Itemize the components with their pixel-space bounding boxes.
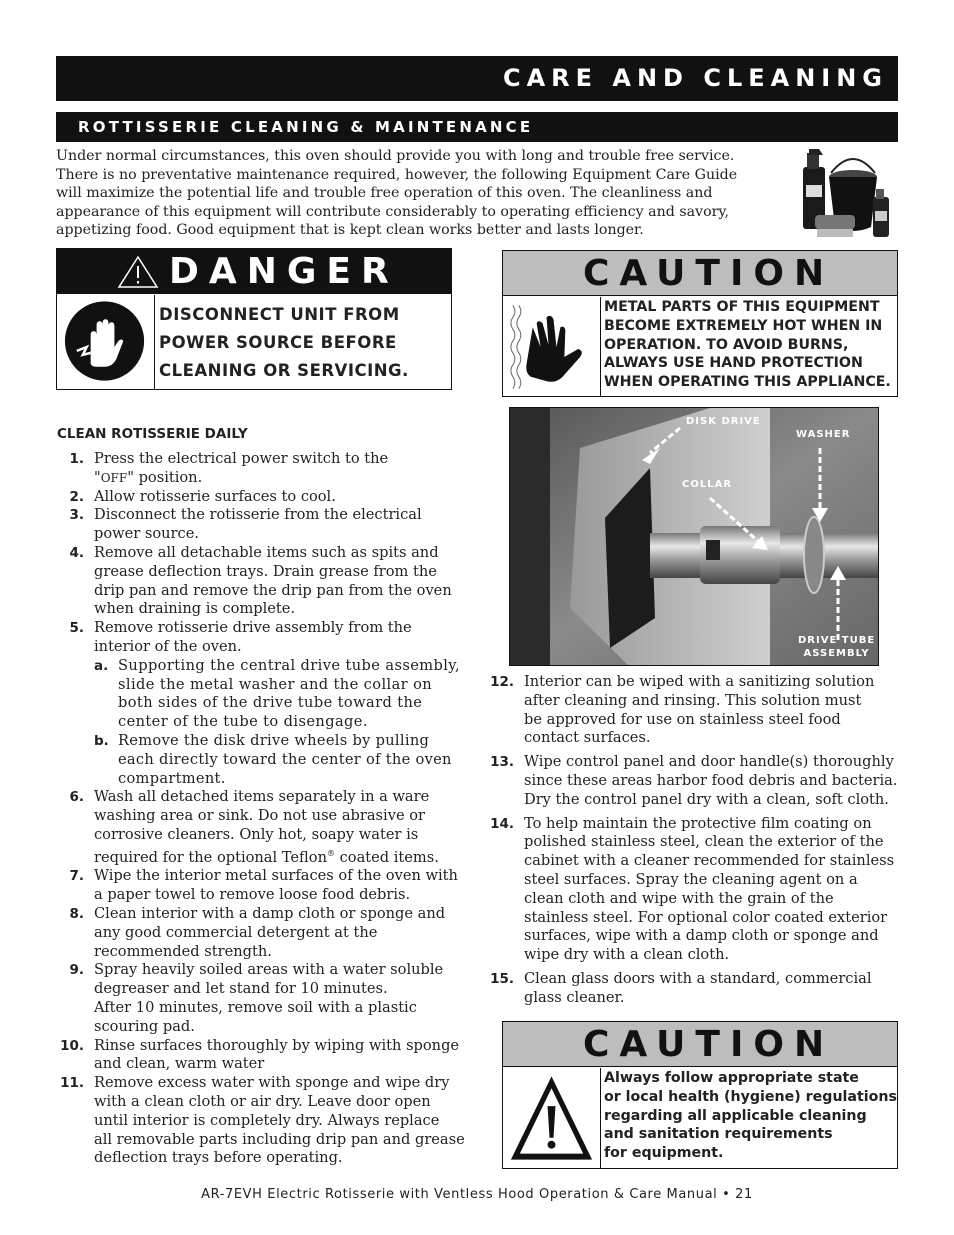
caution-regulations-message	[604, 1069, 897, 1163]
registered-mark: ®	[326, 848, 335, 858]
step-line: compartment.	[118, 769, 226, 787]
step-13	[486, 753, 898, 809]
intro-paragraph	[56, 147, 768, 240]
step-3	[56, 506, 468, 544]
step-number: 6.	[69, 789, 84, 806]
caution-line: BECOME EXTREMELY HOT WHEN IN	[604, 317, 883, 334]
step-number: 1.	[69, 451, 84, 467]
label-collar: COLLAR	[682, 479, 733, 490]
step-line: degreaser and let stand for 10 minutes.	[94, 980, 388, 998]
step-line: all removable parts including drip pan and grease	[94, 1130, 465, 1148]
caution-box-hot	[502, 250, 898, 397]
intro-line: Under normal circumstances, this oven should provide you with long and trouble free service.	[56, 148, 735, 164]
right-steps-list	[486, 673, 898, 1013]
step-line: Spray heavily soiled areas with a water soluble	[94, 961, 444, 979]
step-line: contact surfaces.	[524, 729, 651, 747]
step-line: each directly toward the center of the oven	[118, 750, 452, 768]
text-fragment: "	[94, 468, 101, 486]
drive-assembly-photo	[509, 407, 879, 666]
intro-line: appearance of this equipment will contribute considerably to operating efficiency and savory,	[56, 203, 730, 220]
danger-box	[56, 248, 452, 390]
caution-hot-message	[604, 298, 891, 392]
step-1	[56, 450, 468, 488]
label-drive-tube-line: ASSEMBLY	[803, 648, 870, 659]
caution-box-regulations	[502, 1021, 898, 1169]
step-line: Clean interior with a damp cloth or sponge and	[94, 904, 446, 922]
step-line: slide the metal washer and the collar on	[118, 675, 433, 693]
subsection-header: ROTTISSERIE CLEANING & MAINTENANCE	[56, 112, 898, 142]
section-title: CLEAN ROTISSERIE DAILY	[57, 426, 248, 442]
step-line: Rinse surfaces thoroughly by wiping with sponge	[94, 1036, 460, 1054]
step-number: a.	[94, 657, 109, 674]
step-line: Clean glass doors with a standard, commercial	[524, 969, 872, 987]
page-footer: AR-7EVH Electric Rotisserie with Ventless Hood Operation & Care Manual • 21	[201, 1187, 753, 1202]
step-line: a paper towel to remove loose food debris.	[94, 886, 411, 904]
step-8	[56, 905, 468, 961]
step-line: Remove excess water with sponge and wipe dry	[94, 1074, 450, 1092]
caution-line: OPERATION. TO AVOID BURNS,	[604, 336, 849, 353]
caution-line: for equipment.	[604, 1145, 724, 1162]
step-line: Interior can be wiped with a sanitizing solution	[524, 673, 875, 690]
step-line: scouring pad.	[94, 1017, 195, 1035]
step-12	[486, 673, 898, 748]
step-line: washing area or sink. Do not use abrasive or	[94, 807, 425, 825]
step-line: clean cloth and wipe with the grain of the	[524, 889, 834, 907]
step-4	[56, 544, 468, 619]
step-line: cabinet with a cleaner recommended for stainless	[524, 852, 895, 870]
caution-title: CAUTION	[503, 251, 897, 296]
step-2	[56, 488, 468, 507]
step-line: corrosive cleaners. Only hot, soapy water is	[94, 825, 419, 843]
step-number: 2.	[69, 488, 84, 505]
step-number: 12.	[490, 674, 514, 690]
step-line: interior of the oven.	[94, 637, 242, 655]
step-line: recommended strength.	[94, 942, 272, 960]
danger-line: POWER SOURCE BEFORE	[159, 333, 397, 352]
step-line: Supporting the central drive tube assembly,	[118, 656, 461, 674]
danger-line: CLEANING OR SERVICING.	[159, 361, 409, 380]
step-line: center of the tube to disengage.	[118, 713, 368, 731]
step-number: 7.	[69, 868, 84, 885]
step-line: Dry the control panel dry with a clean, soft cloth.	[524, 790, 889, 808]
text-fragment: coated items.	[334, 848, 439, 866]
step-number: 14.	[490, 815, 514, 832]
step-line: power source.	[94, 525, 199, 543]
step-line: wipe dry with a clean cloth.	[524, 946, 730, 964]
step-line: Disconnect the rotisserie from the electrical	[94, 506, 422, 524]
caution-line: or local health (hygiene) regulations	[604, 1088, 897, 1105]
intro-line: will maximize the potential life and trouble free operation of this oven. The cleanliness and	[56, 185, 713, 202]
step-line: Wash all detached items separately in a ware	[94, 788, 430, 806]
label-drive-tube-line: DRIVE TUBE	[798, 635, 876, 646]
step-line: polished stainless steel, clean the exterior of the	[524, 833, 884, 851]
caution-line: and sanitation requirements	[604, 1126, 833, 1143]
step-line: Wipe control panel and door handle(s) thoroughly	[524, 753, 894, 771]
step-number: b.	[94, 732, 109, 749]
step-5b	[56, 732, 468, 788]
step-number: 3.	[69, 507, 84, 524]
drive-assembly-drawing	[510, 408, 879, 666]
caution-line: Always follow appropriate state	[604, 1070, 859, 1086]
step-line: and clean, warm water	[94, 1055, 265, 1073]
caution-line: WHEN OPERATING THIS APPLIANCE.	[604, 374, 891, 391]
text-fragment: required for the optional Teflon	[94, 848, 327, 866]
label-disk-drive: DISK DRIVE	[686, 416, 761, 427]
step-line: surfaces, wipe with a damp cloth or sponge and	[524, 927, 879, 945]
cleaning-supplies-illustration	[795, 145, 898, 245]
caution-line: regarding all applicable cleaning	[604, 1107, 867, 1124]
step-number: 15.	[490, 970, 514, 987]
step-14	[486, 815, 898, 965]
danger-title: DANGER	[169, 251, 399, 292]
step-line: since these areas harbor food debris and bacteria.	[524, 771, 898, 789]
step-line: grease deflection trays. Drain grease from the	[94, 562, 437, 580]
step-11	[56, 1074, 468, 1168]
step-line	[94, 845, 468, 868]
exclamation-triangle-icon	[503, 1068, 601, 1168]
left-steps-list	[56, 450, 468, 1168]
step-line: Wipe the interior metal surfaces of the oven with	[94, 867, 458, 885]
step-line: drip pan and remove the drip pan from the oven	[94, 581, 452, 599]
step-line: be approved for use on stainless steel food	[524, 710, 841, 728]
step-line: until interior is completely dry. Always replace	[94, 1111, 440, 1129]
step-number: 4.	[69, 544, 84, 561]
warning-triangle-icon	[117, 255, 159, 289]
step-line: after cleaning and rinsing. This solution must	[524, 691, 862, 709]
intro-line: There is no preventative maintenance required, however, the following Equipment Care Guide	[56, 166, 738, 183]
label-washer: WASHER	[796, 429, 851, 440]
step-line: steel surfaces. Spray the cleaning agent on a	[524, 870, 858, 888]
step-5	[56, 619, 468, 657]
label-drive-tube-assembly	[798, 634, 875, 660]
step-line: when draining is complete.	[94, 600, 296, 618]
step-line: both sides of the drive tube toward the	[118, 694, 423, 712]
step-7	[56, 867, 468, 905]
step-line: deflection trays before operating.	[94, 1149, 343, 1167]
step-line: Allow rotisserie surfaces to cool.	[94, 487, 336, 505]
step-line: with a clean cloth or air dry. Leave door open	[94, 1092, 431, 1110]
step-line: Remove the disk drive wheels by pulling	[118, 731, 430, 749]
text-fragment: " position.	[127, 468, 203, 486]
danger-header	[57, 249, 451, 294]
caution-line: METAL PARTS OF THIS EQUIPMENT	[604, 299, 880, 315]
step-line: After 10 minutes, remove soil with a plastic	[94, 998, 417, 1016]
step-15	[486, 970, 898, 1008]
danger-message	[159, 301, 409, 385]
danger-line: DISCONNECT UNIT FROM	[159, 305, 400, 324]
step-number: 13.	[490, 754, 514, 771]
step-9	[56, 961, 468, 1036]
off-word: OFF	[100, 470, 128, 485]
hand-shock-icon	[57, 295, 155, 389]
step-line: stainless steel. For optional color coated exterior	[524, 908, 888, 926]
step-line	[94, 469, 468, 488]
caution-line: ALWAYS USE HAND PROTECTION	[604, 355, 863, 372]
hot-hand-icon	[503, 297, 601, 396]
step-number: 8.	[69, 905, 84, 922]
step-line: Remove rotisserie drive assembly from the	[94, 619, 412, 637]
step-line: glass cleaner.	[524, 988, 625, 1006]
caution-title: CAUTION	[503, 1022, 897, 1067]
step-line: To help maintain the protective film coating on	[524, 814, 872, 832]
step-number: 11.	[60, 1075, 84, 1092]
step-number: 5.	[69, 620, 84, 637]
step-10	[56, 1037, 468, 1075]
step-line: Remove all detachable items such as spits and	[94, 543, 439, 561]
step-line: any good commercial detergent at the	[94, 923, 378, 941]
intro-line: appetizing food. Good equipment that is kept clean works better and lasts longer.	[56, 222, 644, 239]
section-header: CARE AND CLEANING	[56, 56, 898, 101]
step-line: Press the electrical power switch to the	[94, 450, 389, 467]
step-6	[56, 788, 468, 867]
step-number: 10.	[60, 1037, 84, 1054]
step-5a	[56, 657, 468, 732]
step-number: 9.	[69, 962, 84, 979]
